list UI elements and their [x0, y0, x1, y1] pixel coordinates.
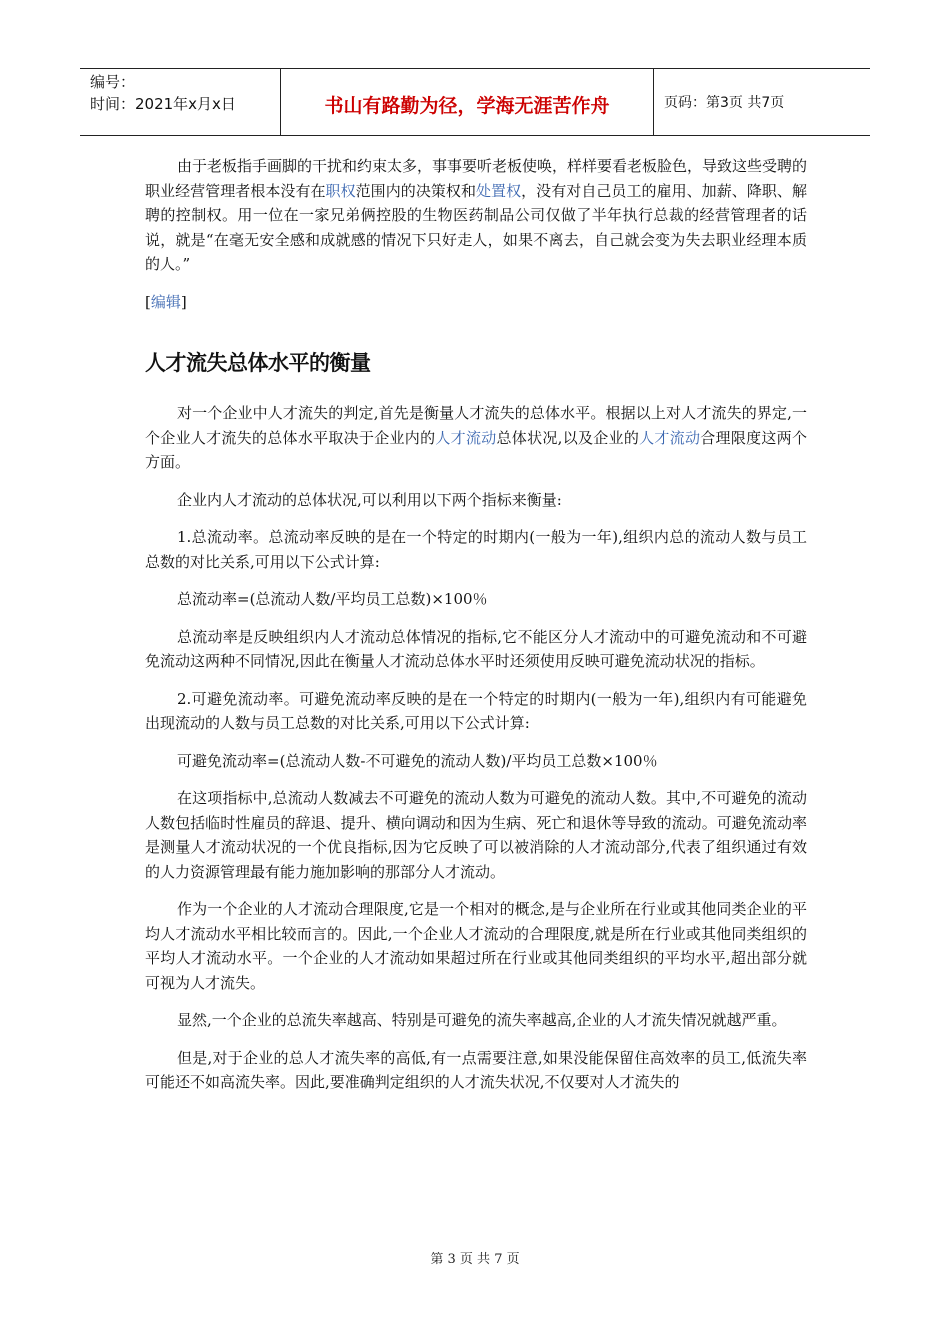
- page-header: [80, 68, 870, 136]
- edit-section-link: [编辑]: [145, 292, 187, 311]
- link-talent-flow[interactable]: 人才流动: [435, 428, 497, 447]
- document-body: [145, 154, 807, 1108]
- header-meta: [80, 69, 280, 135]
- paragraph: 但是,对于企业的总人才流失率的高低,有一点需要注意,如果没能保留住高效率的员工,低流失率可能还不如高流失率。因此,要准确判定组织的人才流失状况,不仅要对人才流失的: [145, 1048, 807, 1091]
- edit-link[interactable]: 编辑: [150, 292, 181, 311]
- paragraph: 由于老板指手画脚的干扰和约束太多，事事要听老板使唤，样样要看老板脸色，导致这些受聘的职业经营管理者根本没有在职权范围内的决策权和处置权，没有对自己员工的雇用、加薪、降职、解聘的控制权。用一位在一家兄弟俩控股的生物医药制品公司仅做了半年执行总裁的经营管理者的话说，就是“在毫无安全感和成就感的情况下只好走人，如果不离去，自己就会变为失去职业经理本质的人。”: [145, 157, 808, 273]
- paragraph: 2.可避免流动率。可避免流动率反映的是在一个特定的时期内(一般为一年),组织内有可能避免出现流动的人数与员工总数的对比关系,可用以下公式计算:: [145, 689, 807, 732]
- paragraph: 企业内人才流动的总体状况,可以利用以下两个指标来衡量:: [177, 490, 562, 509]
- formula: 总流动率=(总流动人数/平均员工总数)×100％: [177, 590, 488, 608]
- formula: 可避免流动率=(总流动人数-不可避免的流动人数)/平均员工总数×100％: [177, 751, 658, 770]
- section-heading: 人才流失总体水平的衡量: [145, 350, 371, 375]
- code-label: 编号：: [90, 73, 136, 91]
- paragraph: 总流动率是反映组织内人才流动总体情况的指标,它不能区分人才流动中的可避免流动和不可避免流动这两种不同情况,因此在衡量人才流动总体水平时还须使用反映可避免流动状况的指标。: [145, 627, 807, 670]
- page-footer: 第 3 页 共 7 页: [430, 1252, 520, 1267]
- paragraph: 1.总流动率。总流动率反映的是在一个特定的时期内(一般为一年),组织内总的流动人数与员工总数的对比关系,可用以下公式计算:: [145, 528, 807, 571]
- paragraph: 对一个企业中人才流失的判定,首先是衡量人才流失的总体水平。根据以上对人才流失的界定,一个企业人才流失的总体水平取决于企业内的人才流动总体状况,以及企业的人才流动合理限度这两个方面。: [145, 404, 807, 471]
- header-motto: 书山有路勤为径，学海无涯苦作舟: [280, 69, 654, 135]
- header-page-info: 页码：第3页 共7页: [664, 95, 785, 111]
- link-disposal-authority[interactable]: 处置权: [476, 181, 522, 200]
- link-authority[interactable]: 职权: [325, 181, 356, 200]
- paragraph: 显然,一个企业的总流失率越高、特别是可避免的流失率越高,企业的人才流失情况就越严重。: [177, 1011, 787, 1029]
- link-talent-flow-2[interactable]: 人才流动: [639, 428, 701, 447]
- paragraph: 在这项指标中,总流动人数减去不可避免的流动人数为可避免的流动人数。其中,不可避免的流动人数包括临时性雇员的辞退、提升、横向调动和因为生病、死亡和退休等导致的流动。可避免流动率是测量人才流动状况的一个优良指标,因为它反映了可以被消除的人才流动部分,代表了组织通过有效的人力资源管理最有能力施加影响的那部分人才流动。: [145, 789, 807, 881]
- paragraph: 作为一个企业的人才流动合理限度,它是一个相对的概念,是与企业所在行业或其他同类企业的平均人才流动水平相比较而言的。因此,一个企业人才流动的合理限度,就是所在行业或其他同类组织的平均人才流动水平。一个企业的人才流动如果超过所在行业或其他同类组织的平均水平,超出部分就可视为人才流失。: [145, 900, 807, 992]
- time-label: 时间：2021年x月x日: [90, 95, 236, 113]
